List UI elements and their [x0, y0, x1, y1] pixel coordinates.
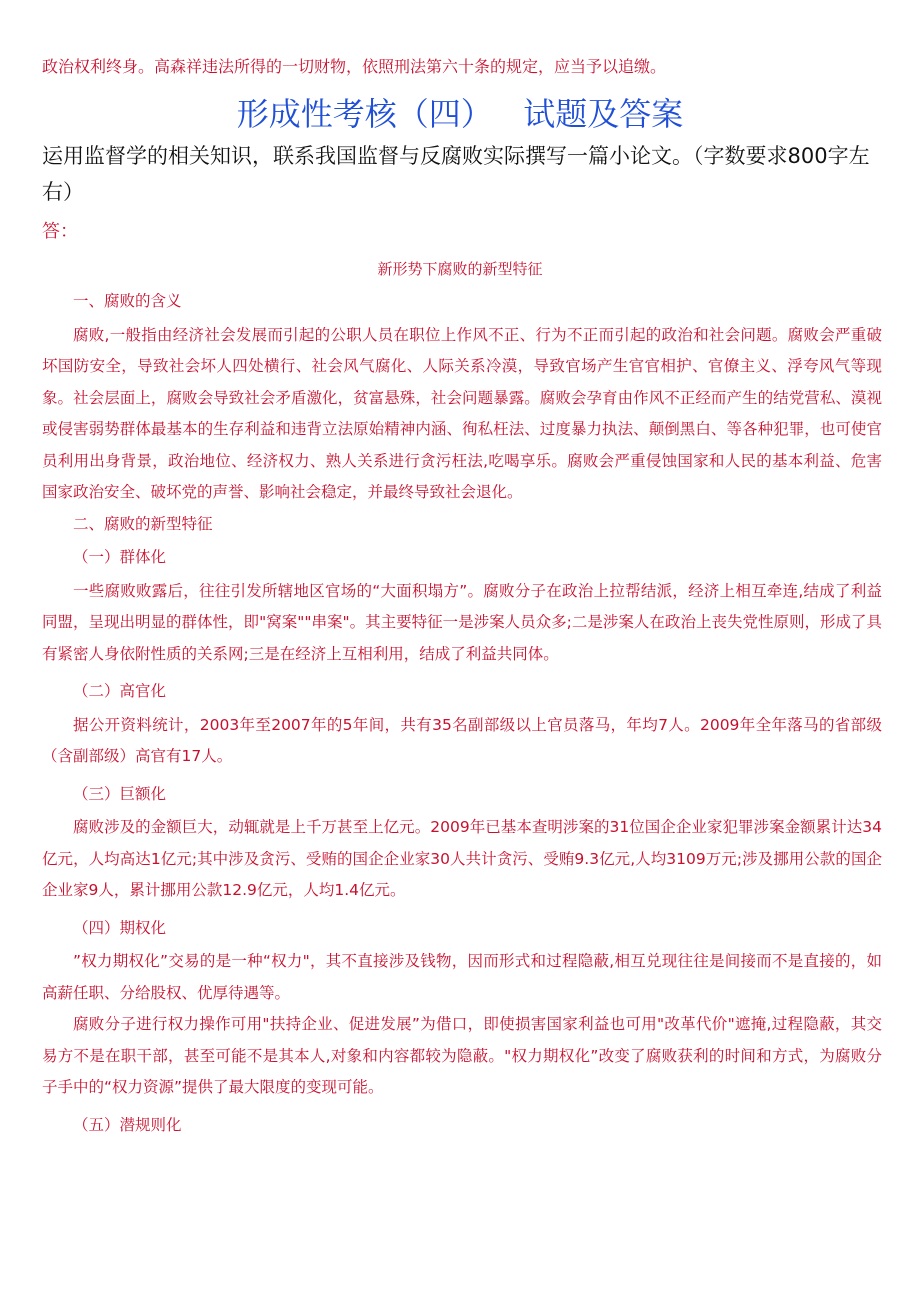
sub-3-paragraph: 腐败涉及的金额巨大，动辄就是上千万甚至上亿元。2009年已基本查明涉案的31位国企企业家犯罪涉案金额累计达34亿元，人均高达1亿元;其中涉及贪污、受贿的国企企业家30人共计贪污、受贿9.3亿元,人均3109万元;涉及挪用公款的国企企业家9人，累计挪用公款12.9亿元，人均1.4亿元。 — [42, 818, 882, 899]
sub-4-paragraph-2: 腐败分子进行权力操作可用"扶持企业、促进发展”为借口，即使损害国家利益也可用"改革代价"遮掩,过程隐蔽，其交易方不是在职干部，甚至可能不是其本人,对象和内容都较为隐蔽。"权力期权化”改变了腐败获利的时间和方式，为腐败分子手中的“权力资源”提供了最大限度的变现可能。 — [42, 1015, 882, 1096]
section-1-paragraph: 腐败,一般指由经济社会发展而引起的公职人员在职位上作风不正、行为不正而引起的政治和社会问题。腐败会严重破坏国防安全，导致社会坏人四处横行、社会风气腐化、人际关系冷漠，导致官场产生官官相护、官僚主义、浮夸风气等现象。社会层面上，腐败会导致社会矛盾激化，贫富悬殊，社会问题暴露。腐败会孕育由作风不正经而产生的结党营私、漠视或侵害弱势群体最基本的生存利益和违背立法原始精神内涵、徇私枉法、过度暴力执法、颠倒黑白、等各种犯罪，也可使官员利用出身背景，政治地位、经济权力、熟人关系进行贪污枉法,吃喝享乐。腐败会严重侵蚀国家和人民的基本利益、危害国家政治安全、破坏党的声誉、影响社会稳定，并最终导致社会退化。 — [42, 325, 882, 501]
sub-2-heading: （二）高官化 — [73, 682, 167, 700]
heading-part-2: 试题及答案 — [523, 95, 684, 133]
sub-1-heading: （一）群体化 — [73, 548, 167, 566]
sub-3-heading: （三）巨额化 — [73, 784, 167, 803]
question-text: 运用监督学的相关知识，联系我国监督与反腐败实际撰写一篇小论文。（字数要求800字左右） — [42, 144, 870, 204]
sub-4-heading: （四）期权化 — [73, 918, 167, 937]
essay-title: 新形势下腐败的新型特征 — [377, 260, 543, 278]
intro-line: 政治权利终身。高森祥违法所得的一切财物，依照刑法第六十条的规定，应当予以追缴。 — [42, 57, 667, 76]
sub-1-paragraph: 一些腐败败露后，往往引发所辖地区官场的“大面积塌方”。腐败分子在政治上拉帮结派，经济上相互牵连,结成了利益同盟，呈现出明显的群体性，即"窝案""串案"。其主要特征一是涉案人员众多;二是涉案人在政治上丧失党性原则，形成了具有紧密人身依附性质的关系网;三是在经济上互相利用，结成了利益共同体。 — [42, 581, 882, 663]
section-1-heading: 一、腐败的含义 — [73, 292, 182, 310]
answer-label: 答： — [42, 221, 78, 242]
sub-4-paragraph-1: ”权力期权化”交易的是一种“权力"，其不直接涉及钱物，因而形式和过程隐蔽,相互兑现往往是间接而不是直接的，如高薪任职、分给股权、优厚待遇等。 — [42, 952, 882, 1002]
heading-part-1: 形成性考核（四） — [236, 95, 493, 133]
page-heading — [0, 92, 920, 136]
sub-5-heading: （五）潜规则化 — [73, 1115, 182, 1134]
sub-2-paragraph: 据公开资料统计，2003年至2007年的5年间，共有35名副部级以上官员落马，年均7人。2009年全年落马的省部级（含副部级）高官有17人。 — [42, 715, 882, 765]
essay-body — [42, 286, 882, 1143]
section-2-heading: 二、腐败的新型特征 — [73, 514, 213, 533]
